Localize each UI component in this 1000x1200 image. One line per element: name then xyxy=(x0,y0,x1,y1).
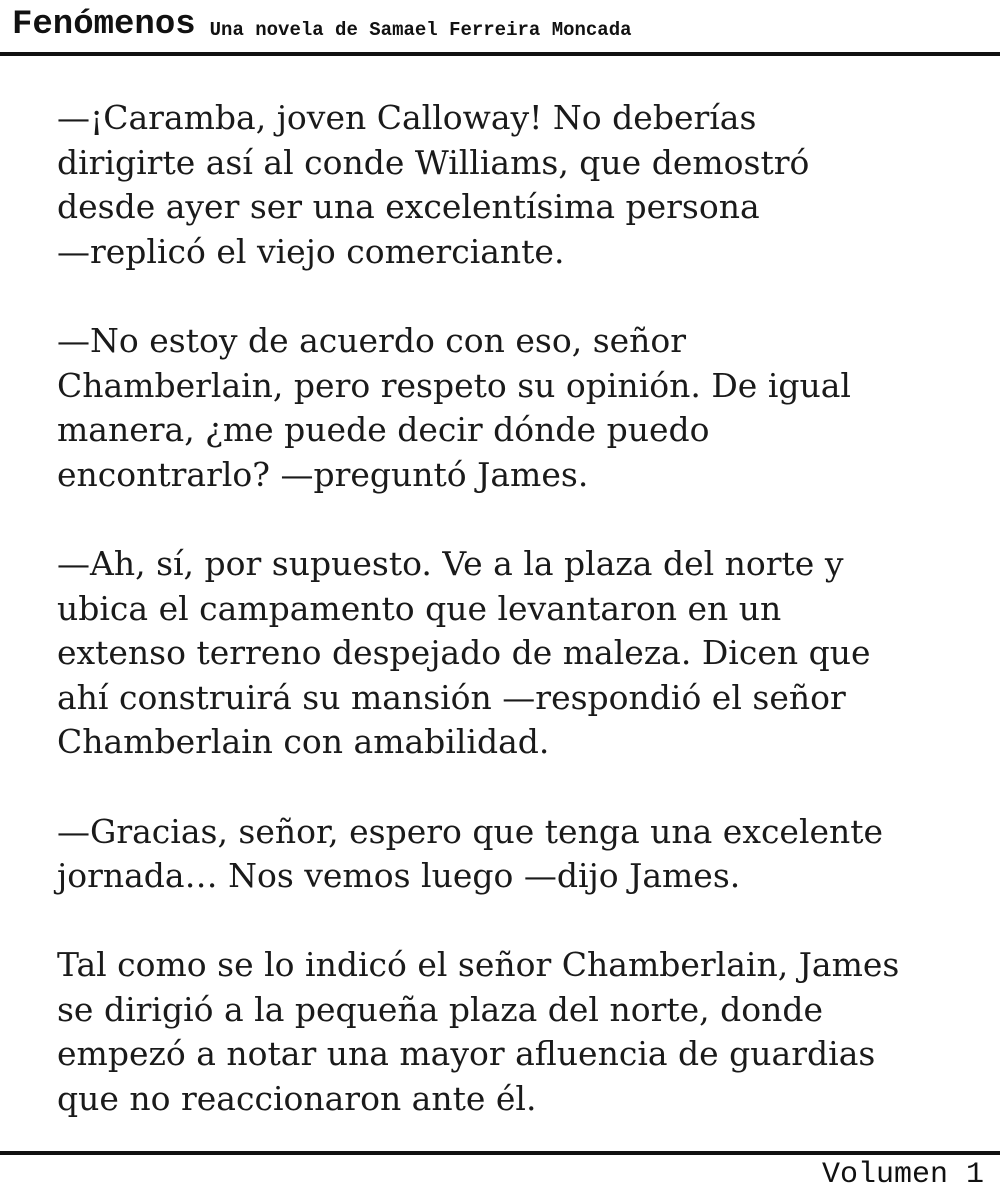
book-subtitle: Una novela de Samael Ferreira Moncada xyxy=(209,19,632,41)
paragraph-5: Tal como se lo indicó el señor Chamberlain, James se dirigió a la pequeña plaza del norte, donde empezó a notar una mayor afluencia de guardias que no reaccionaron ante él. xyxy=(57,945,900,1119)
volume-label: Volumen 1 xyxy=(821,1158,984,1192)
book-title: Fenómenos xyxy=(12,6,196,44)
paragraph-3: —Ah, sí, por supuesto. Ve a la plaza del norte y ubica el campamento que levantaron en un extenso terreno despejado de maleza. Dicen que ahí construirá su mansión —respondió el señor Chamberlain con amabilidad. xyxy=(57,543,871,762)
page-body xyxy=(57,96,947,1122)
page-header xyxy=(0,0,1000,56)
paragraph-1: —¡Caramba, joven Calloway! No deberías dirigirte así al conde Williams, que demostró desde ayer ser una excelentísima persona —replicó el viejo comerciante. xyxy=(57,98,810,271)
paragraph-4: —Gracias, señor, espero que tenga una excelente jornada… Nos vemos luego —dijo James. xyxy=(57,811,884,896)
footer-divider xyxy=(0,1151,1000,1155)
paragraph-2: —No estoy de acuerdo con eso, señor Chamberlain, pero respeto su opinión. De igual manera, ¿me puede decir dónde puedo encontrarlo? —preguntó James. xyxy=(57,320,851,494)
